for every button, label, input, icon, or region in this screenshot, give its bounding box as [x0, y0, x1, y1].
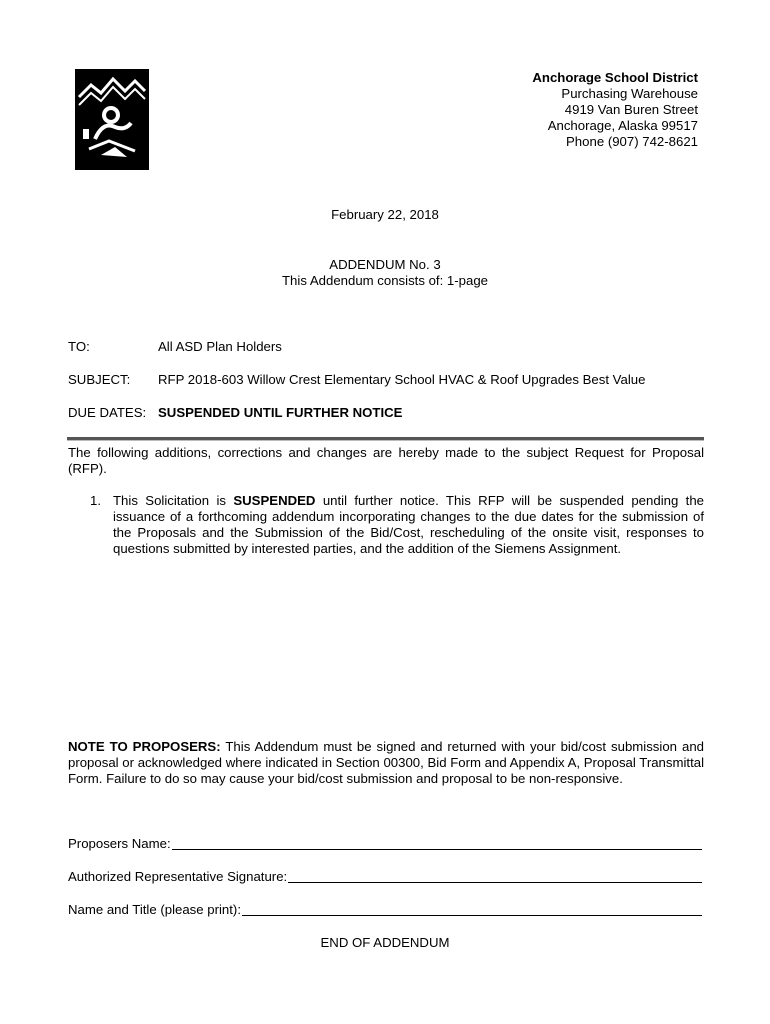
list-item-prefix: This Solicitation is [113, 493, 234, 508]
name-and-title-line[interactable] [242, 903, 702, 916]
note-text: This Addendum must be signed and returned with your bid/cost submission and proposal or acknowledged where indicated in Section 00300, Bid Form and Appendix A, Proposal Transmittal Form. Failure to do so may cause your bid/cost submission and proposal to be non-responsive. [68, 739, 704, 786]
end-of-addendum: END OF ADDENDUM [320, 935, 450, 950]
intro-paragraph: The following additions, corrections and changes are hereby made to the subject Request for Proposal (RFP). [68, 445, 704, 476]
proposers-name-label: Proposers Name: [68, 836, 171, 851]
note-label: NOTE TO PROPOSERS: [68, 739, 221, 754]
addendum-heading [0, 257, 770, 289]
list-item-number: 1. [90, 493, 101, 508]
section-divider [67, 437, 704, 441]
subject-field [68, 372, 708, 388]
asd-logo [75, 69, 149, 170]
addendum-number: ADDENDUM No. 3 [329, 257, 441, 272]
due-dates-value: SUSPENDED UNTIL FURTHER NOTICE [158, 405, 403, 420]
to-field [68, 339, 708, 355]
list-item-rest: until further notice. This RFP will be suspended pending the issuance of a forthcoming addendum incorporating changes to the due dates for the submission of the Proposals and the Submission of the Bid/Cost, rescheduling of the onsite visit, responses to questions submitted by interested parties, and the addition of the Siemens Assignment. [113, 493, 705, 556]
subject-label: SUBJECT: [68, 372, 131, 387]
phone-number: Phone (907) 742-8621 [566, 134, 698, 149]
to-value: All ASD Plan Holders [158, 339, 282, 354]
document-date: February 22, 2018 [331, 207, 439, 222]
to-label: TO: [68, 339, 90, 354]
department-name: Purchasing Warehouse [561, 86, 698, 101]
proposers-name-line[interactable] [172, 837, 702, 850]
letterhead-address [532, 70, 698, 150]
note-to-proposers [68, 739, 704, 787]
authorized-signature-field[interactable] [68, 869, 702, 885]
name-and-title-field[interactable] [68, 902, 702, 918]
street-address: 4919 Van Buren Street [564, 102, 698, 117]
proposers-name-field[interactable] [68, 836, 702, 852]
addendum-page-count: This Addendum consists of: 1-page [282, 273, 488, 288]
authorized-signature-line[interactable] [288, 870, 702, 883]
list-item-emphasis: SUSPENDED [233, 493, 316, 508]
organization-name: Anchorage School District [532, 70, 698, 85]
subject-value: RFP 2018-603 Willow Crest Elementary School HVAC & Roof Upgrades Best Value [158, 372, 646, 387]
due-dates-field [68, 405, 708, 421]
due-dates-label: DUE DATES: [68, 405, 147, 420]
name-and-title-label: Name and Title (please print): [68, 902, 241, 917]
city-state-zip: Anchorage, Alaska 99517 [547, 118, 698, 133]
authorized-signature-label: Authorized Representative Signature: [68, 869, 288, 884]
list-item-text [113, 493, 704, 557]
